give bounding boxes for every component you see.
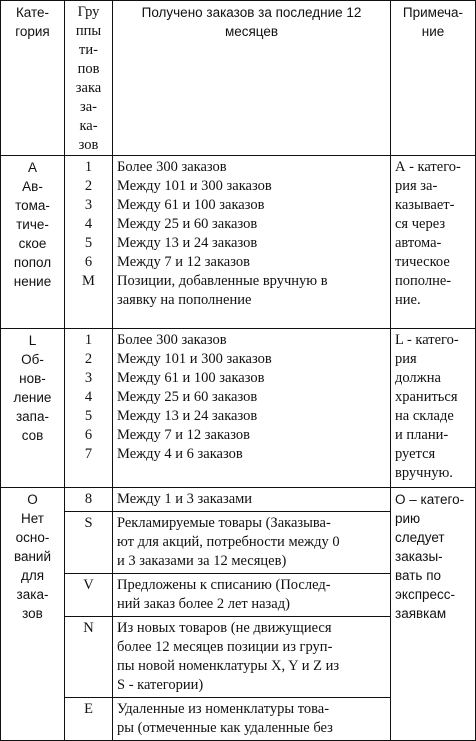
table-header-row bbox=[1, 1, 476, 156]
header-line: Гру bbox=[77, 4, 100, 20]
category-code: L bbox=[28, 333, 37, 348]
category-line: ваний bbox=[13, 549, 52, 564]
orders-cell-l bbox=[113, 329, 391, 488]
note-line: рию bbox=[395, 511, 421, 526]
groups-cell-a bbox=[65, 156, 113, 329]
group-code: 1 bbox=[84, 159, 93, 175]
group-cell-o bbox=[65, 512, 113, 574]
note-line: пополне- bbox=[395, 273, 452, 289]
group-code: E bbox=[84, 701, 93, 717]
section-o-row bbox=[1, 488, 476, 512]
header-groups bbox=[65, 1, 113, 156]
orders-line: Между 7 и 12 заказов bbox=[117, 427, 250, 443]
orders-line: заявку на пополнение bbox=[117, 292, 252, 308]
category-cell-a bbox=[1, 156, 65, 329]
orders-line: ют для акций, потребности между 0 bbox=[117, 534, 340, 550]
header-line: ние bbox=[421, 24, 445, 39]
note-cell-l bbox=[391, 329, 476, 488]
orders-line: Предложены к списанию (Послед- bbox=[117, 577, 331, 593]
note-cell-a bbox=[391, 156, 476, 329]
note-line: руется bbox=[395, 446, 436, 462]
note-line: заказы- bbox=[395, 549, 443, 564]
note-line: А - катего- bbox=[395, 159, 461, 175]
orders-cell-o bbox=[113, 512, 391, 574]
category-line: попол bbox=[13, 255, 52, 270]
group-code: 4 bbox=[84, 389, 93, 405]
category-line: осно- bbox=[15, 530, 50, 545]
orders-line: Рекламируемые товары (Заказыва- bbox=[117, 515, 331, 531]
note-line: автома- bbox=[395, 235, 442, 251]
group-code: 6 bbox=[84, 427, 93, 443]
orders-cell-o bbox=[113, 698, 391, 741]
category-line: запа- bbox=[15, 409, 49, 424]
orders-line: ры (отмеченные как удаленные без bbox=[117, 720, 333, 736]
note-line: вручную. bbox=[395, 465, 453, 481]
header-notes bbox=[391, 1, 476, 156]
category-line: зака- bbox=[16, 587, 49, 602]
groups-cell-l bbox=[65, 329, 113, 488]
category-line: Ав- bbox=[22, 179, 43, 194]
group-code: 6 bbox=[84, 254, 93, 270]
note-line: ся через bbox=[395, 216, 446, 232]
header-line: месяцев bbox=[224, 24, 279, 39]
orders-line: Между 13 и 24 заказов bbox=[117, 408, 258, 424]
header-line: Примеча- bbox=[402, 5, 464, 20]
header-line: за- bbox=[80, 99, 97, 115]
orders-cell-a bbox=[113, 156, 391, 329]
orders-line: пы новой номенклатуры X, Y и Z из bbox=[117, 658, 340, 674]
category-line: нение bbox=[13, 274, 52, 289]
orders-line: Между 1 и 3 заказами bbox=[117, 491, 253, 507]
orders-line: Более 300 заказов bbox=[117, 332, 227, 348]
category-line: зов bbox=[22, 606, 43, 621]
category-code: O bbox=[27, 492, 38, 507]
orders-line: Между 101 и 300 заказов bbox=[117, 178, 272, 194]
header-line: Кате- bbox=[15, 5, 50, 20]
orders-line: более 12 месяцев позиции из груп- bbox=[117, 639, 333, 655]
group-cell-o bbox=[65, 698, 113, 741]
header-line: гория bbox=[15, 24, 50, 39]
note-line: тическое bbox=[395, 254, 450, 270]
header-line: ка- bbox=[79, 118, 98, 134]
orders-line: и 3 заказами за 12 месяцев) bbox=[117, 553, 287, 569]
header-line: зов bbox=[78, 137, 99, 153]
orders-line: Удаленные из номенклатуры това- bbox=[117, 701, 330, 717]
group-code: 2 bbox=[84, 178, 93, 194]
orders-cell-o bbox=[113, 617, 391, 698]
group-code: 5 bbox=[84, 408, 93, 424]
header-line: Получено заказов за последние 12 bbox=[141, 5, 362, 20]
group-code: 4 bbox=[84, 216, 93, 232]
orders-line: Между 101 и 300 заказов bbox=[117, 351, 272, 367]
header-line: зака bbox=[75, 80, 102, 96]
orders-line: Между 25 и 60 заказов bbox=[117, 216, 258, 232]
note-line: на складе bbox=[395, 408, 454, 424]
note-line: вать по bbox=[395, 568, 442, 583]
orders-line: Между 13 и 24 заказов bbox=[117, 235, 258, 251]
group-code: 2 bbox=[84, 351, 93, 367]
note-line: казывает- bbox=[395, 197, 455, 213]
orders-line: Между 7 и 12 заказов bbox=[117, 254, 250, 270]
category-cell-l bbox=[1, 329, 65, 488]
note-line: заявкам bbox=[395, 606, 447, 621]
category-line: Об- bbox=[21, 352, 44, 367]
group-code: 3 bbox=[84, 197, 93, 213]
category-line: тома- bbox=[15, 198, 50, 213]
group-code: 5 bbox=[84, 235, 93, 251]
orders-cell-o bbox=[113, 488, 391, 512]
category-line: тиче- bbox=[16, 217, 49, 232]
group-code: 1 bbox=[84, 332, 93, 348]
orders-line: S - категории) bbox=[117, 677, 204, 693]
group-cell-o bbox=[65, 488, 113, 512]
category-code: A bbox=[27, 160, 37, 175]
orders-line: Между 4 и 6 заказов bbox=[117, 446, 243, 462]
section-a-row bbox=[1, 156, 476, 329]
orders-line: Из новых товаров (не движущиеся bbox=[117, 620, 332, 636]
group-cell-o bbox=[65, 617, 113, 698]
group-code: N bbox=[83, 620, 94, 636]
note-line: рия bbox=[395, 351, 417, 367]
category-line: Нет bbox=[21, 511, 44, 526]
note-line: О – катего- bbox=[395, 492, 465, 507]
orders-line: Позиции, добавленные вручную в bbox=[117, 273, 328, 289]
orders-line: ний заказ более 2 лет назад) bbox=[117, 596, 290, 612]
category-line: сов bbox=[21, 428, 44, 443]
group-code: V bbox=[83, 577, 94, 593]
group-code: 7 bbox=[84, 446, 93, 462]
group-cell-o bbox=[65, 574, 113, 617]
category-line: для bbox=[20, 568, 45, 583]
note-line: и плани- bbox=[395, 427, 449, 443]
orders-line: Более 300 заказов bbox=[117, 159, 227, 175]
group-code: 8 bbox=[84, 491, 93, 507]
category-cell-o bbox=[1, 488, 65, 741]
orders-line: Между 61 и 100 заказов bbox=[117, 370, 265, 386]
note-line: следует bbox=[395, 530, 445, 545]
note-line: L - катего- bbox=[395, 332, 459, 348]
header-category bbox=[1, 1, 65, 156]
note-cell-o bbox=[391, 488, 476, 741]
category-line: ление bbox=[13, 390, 52, 405]
orders-line: Между 61 и 100 заказов bbox=[117, 197, 265, 213]
note-line: рия за- bbox=[395, 178, 438, 194]
category-line: нов- bbox=[19, 371, 46, 386]
orders-cell-o bbox=[113, 574, 391, 617]
group-code: S bbox=[84, 515, 93, 531]
category-line: ское bbox=[18, 236, 47, 251]
note-line: экспресс- bbox=[395, 587, 456, 602]
note-line: ние. bbox=[395, 292, 421, 308]
note-line: храниться bbox=[395, 389, 458, 405]
note-line: должна bbox=[395, 370, 441, 386]
group-code: 3 bbox=[84, 370, 93, 386]
header-line: ппы bbox=[75, 23, 102, 39]
section-l-row bbox=[1, 329, 476, 488]
header-line: пов bbox=[77, 61, 100, 77]
header-line: ти- bbox=[79, 42, 98, 58]
orders-line: Между 25 и 60 заказов bbox=[117, 389, 258, 405]
group-code: M bbox=[82, 273, 95, 289]
header-orders bbox=[113, 1, 391, 156]
